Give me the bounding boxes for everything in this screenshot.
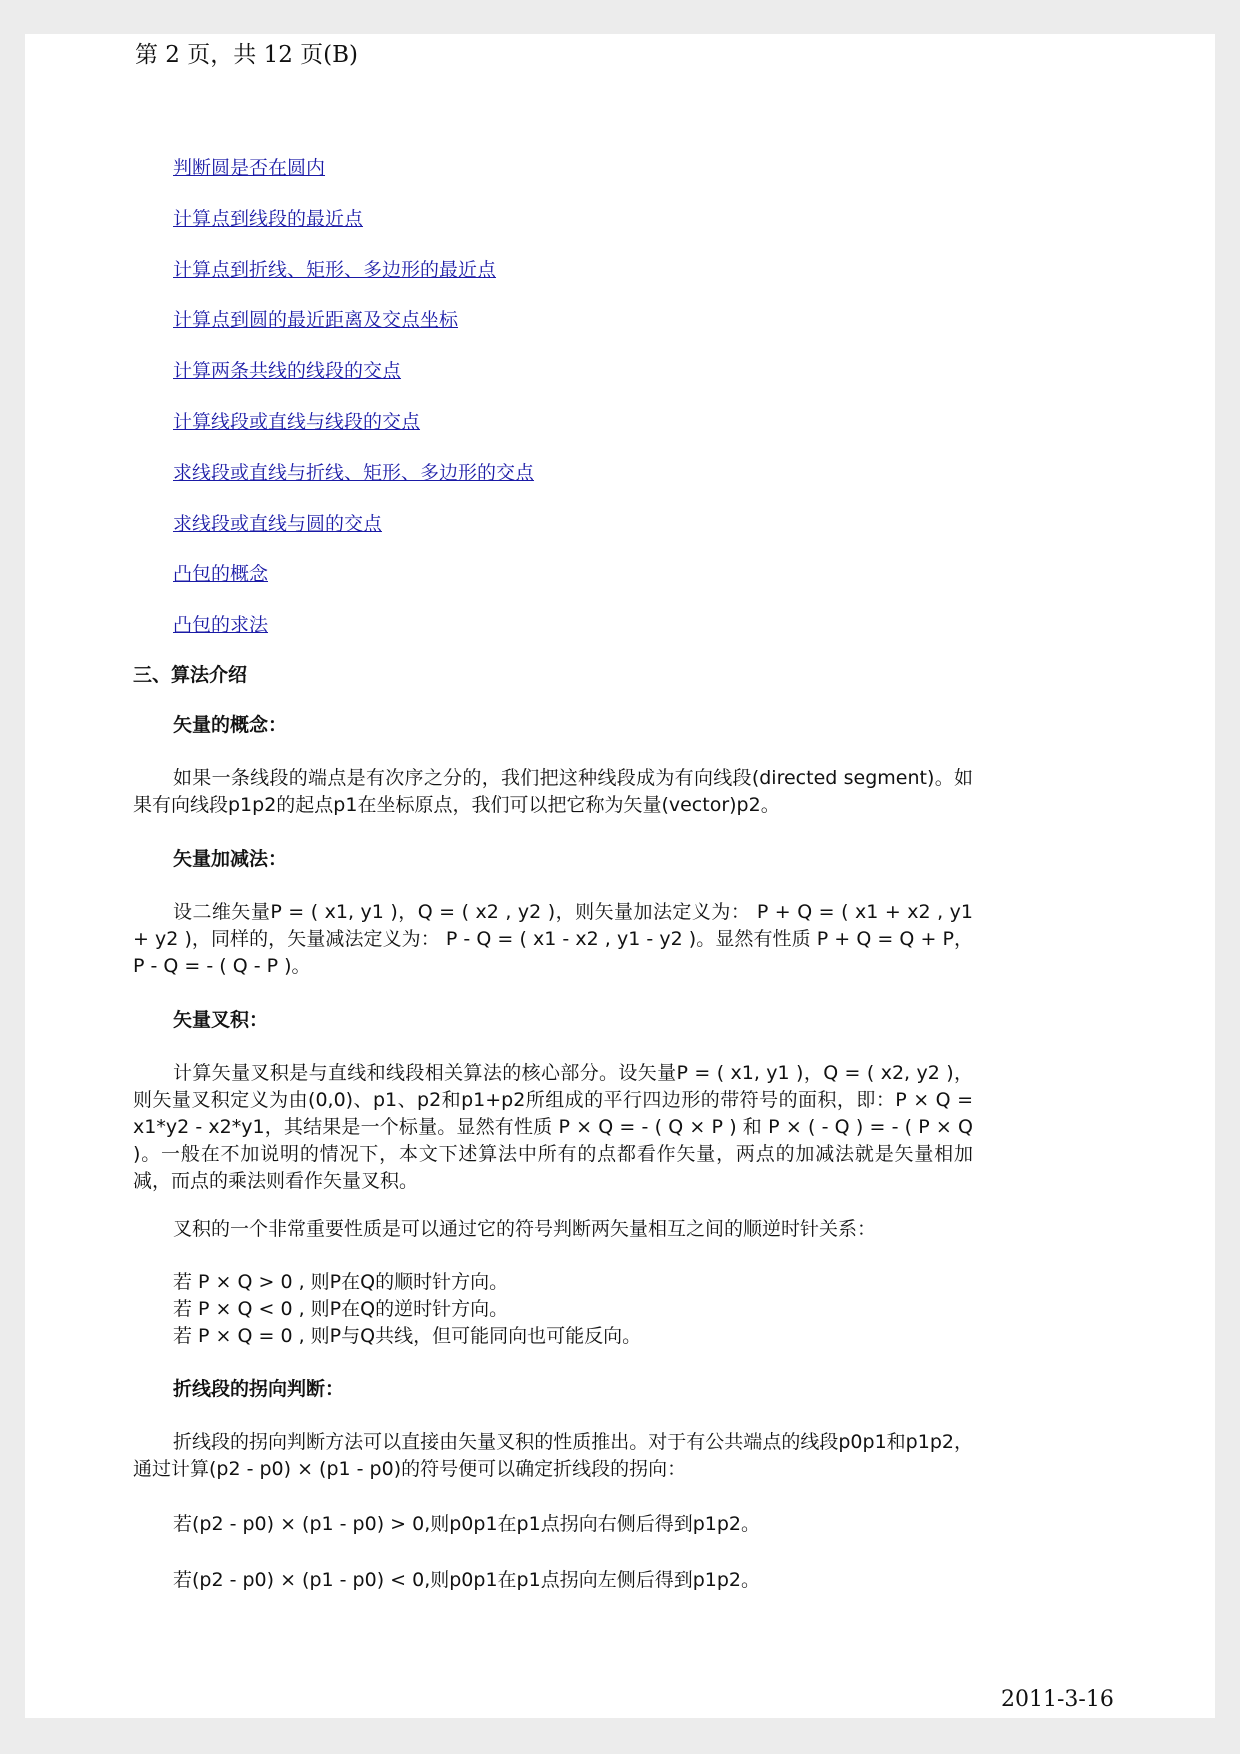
section-title: 三、算法介绍 (133, 664, 248, 686)
cross-product-property: 叉积的一个非常重要性质是可以通过它的符号判断两矢量相互之间的顺逆时针关系： (173, 1218, 877, 1240)
toc-item (173, 205, 534, 256)
toc-link-point-circle-distance[interactable]: 计算点到圆的最近距离及交点坐标 (173, 309, 459, 332)
toc-link-convex-hull-concept[interactable]: 凸包的概念 (173, 563, 269, 586)
toc-link-circle-in-circle[interactable]: 判断圆是否在圆内 (173, 157, 326, 179)
toc-link-convex-hull-method[interactable]: 凸包的求法 (173, 614, 269, 637)
toc-link-segment-circle-intersection[interactable]: 求线段或直线与圆的交点 (173, 512, 383, 535)
turn-left-case: 若(p2 - p0) × (p1 - p0) < 0,则p0p1在p1点拐向左侧后得到p1p2。 (173, 1569, 760, 1591)
toc-link-collinear-intersection[interactable]: 计算两条共线的线段的交点 (173, 360, 402, 383)
vector-concept-heading: 矢量的概念： (173, 714, 288, 736)
toc-item (173, 560, 534, 611)
vector-concept-text: 如果一条线段的端点是有次序之分的，我们把这种线段成为有向线段(directed segment)。如果有向线段p1p2的起点p1在坐标原点，我们可以把它称为矢量(vector)p2。 (133, 767, 973, 816)
toc-item (173, 459, 534, 510)
toc-link-point-polygon-nearest[interactable]: 计算点到折线、矩形、多边形的最近点 (173, 258, 497, 281)
toc-item (173, 408, 534, 459)
turn-right-case: 若(p2 - p0) × (p1 - p0) > 0,则p0p1在p1点拐向右侧后得到p1p2。 (173, 1513, 760, 1535)
rule-clockwise: 若 P × Q > 0 , 则P在Q的顺时针方向。 (173, 1271, 509, 1293)
turn-direction-heading: 折线段的拐向判断： (173, 1378, 345, 1400)
toc-item (173, 256, 534, 307)
toc-item (173, 357, 534, 408)
toc-link-segment-polygon-intersection[interactable]: 求线段或直线与折线、矩形、多边形的交点 (173, 461, 535, 484)
toc-link-list (173, 154, 534, 662)
vector-add-sub-text: 设二维矢量P = ( x1, y1 )，Q = ( x2 , y2 )，则矢量加法定义为： P + Q = ( x1 + x2 , y1 + y2 )，同样的，矢量减法定义为： P - Q = ( x1 - x2 , y1 - y2 )。显然有性质 P + Q = Q + P，P - Q = - ( Q - P )。 (133, 901, 973, 977)
toc-item (173, 306, 534, 357)
rule-counterclockwise: 若 P × Q < 0 , 则P在Q的逆时针方向。 (173, 1298, 509, 1320)
cross-product-rules (133, 1269, 973, 1350)
toc-item (173, 611, 534, 662)
toc-link-point-segment-nearest[interactable]: 计算点到线段的最近点 (173, 207, 364, 230)
cross-product-heading: 矢量叉积： (173, 1009, 269, 1031)
toc-item (173, 510, 534, 561)
page-header: 第 2 页，共 12 页(B) (135, 42, 358, 68)
cross-product-text: 计算矢量叉积是与直线和线段相关算法的核心部分。设矢量P = ( x1, y1 )，Q = ( x2, y2 )，则矢量叉积定义为由(0,0)、p1、p2和p1+p2所组成的平行四边形的带符号的面积，即：P × Q = x1*y2 - x2*y1，其结果是一个标量。显然有性质 P × Q = - ( Q × P ) 和 P × ( - Q ) = - ( P × Q )。一般在不加说明的情况下，本文下述算法中所有的点都看作矢量，两点的加减法就是矢量相加减，而点的乘法则看作矢量叉积。 (133, 1062, 973, 1192)
page-footer-date: 2011-3-16 (1001, 1687, 1114, 1712)
toc-item (173, 154, 534, 205)
toc-link-segment-intersection[interactable]: 计算线段或直线与线段的交点 (173, 410, 421, 433)
vector-add-sub-heading: 矢量加减法： (173, 848, 288, 870)
rule-collinear: 若 P × Q = 0 , 则P与Q共线，但可能同向也可能反向。 (173, 1325, 642, 1347)
turn-direction-text: 折线段的拐向判断方法可以直接由矢量叉积的性质推出。对于有公共端点的线段p0p1和p1p2，通过计算(p2 - p0) × (p1 - p0)的符号便可以确定折线段的拐向： (133, 1431, 973, 1480)
